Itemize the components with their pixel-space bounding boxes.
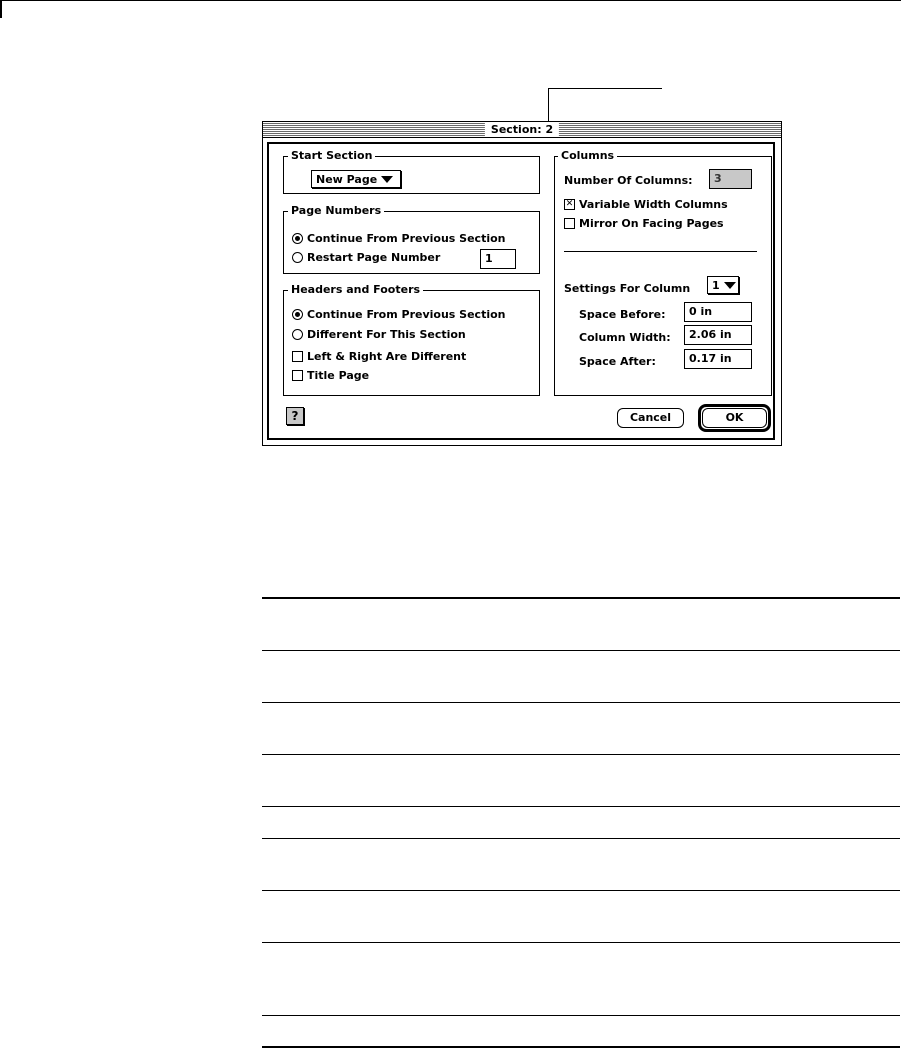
columns-label: Columns [558,149,617,163]
headers-continue-label: Continue From Previous Section [307,308,506,321]
dropdown-arrow-icon [724,282,736,289]
callout-line-horizontal [548,88,662,89]
settings-column-popup[interactable] [707,276,739,294]
title-page-checkbox[interactable] [292,369,369,382]
left-right-different-label: Left & Right Are Different [307,350,467,363]
start-section-value: New Page [316,172,378,186]
table-row-rule [262,890,900,891]
section-dialog [262,121,782,446]
columns-group [554,149,772,396]
table-row-rule [262,838,900,839]
cancel-button[interactable]: Cancel [617,408,684,428]
dialog-titlebar[interactable] [263,122,781,138]
space-after-label: Space After: [579,355,656,368]
mirror-facing-checkbox[interactable] [564,217,724,230]
headers-footers-group [283,283,540,396]
headers-different-label: Different For This Section [307,328,466,341]
ok-button[interactable]: OK [702,408,767,428]
page-top-rule [0,0,901,1]
start-section-group [283,149,540,194]
table-row-rule [262,806,900,807]
space-after-input[interactable]: 0.17 in [684,349,752,369]
headers-continue-radio[interactable] [292,308,506,321]
space-before-input[interactable]: 0 in [684,302,752,322]
help-button[interactable]: ? [286,407,304,425]
title-page-label: Title Page [307,369,370,382]
settings-column-value: 1 [712,278,720,292]
start-section-label: Start Section [288,149,375,163]
number-of-columns-label: Number Of Columns: [564,174,693,187]
page-left-rule [0,0,2,18]
variable-width-checkbox[interactable] [564,198,728,211]
checkbox-unchecked-icon [292,351,303,362]
checkbox-checked-icon: ✕ [565,199,574,209]
start-section-popup[interactable] [311,170,401,188]
page-numbers-restart-label: Restart Page Number [307,251,441,264]
page-numbers-restart-radio[interactable] [292,251,440,264]
table-row-rule [262,942,900,943]
headers-different-radio[interactable] [292,328,466,341]
dialog-frame [267,142,775,440]
headers-footers-label: Headers and Footers [288,283,423,297]
number-of-columns-input[interactable]: 3 [709,169,752,189]
space-before-label: Space Before: [579,308,666,321]
radio-selected-icon [292,233,303,244]
column-width-label: Column Width: [579,331,671,344]
page-numbers-label: Page Numbers [288,204,384,218]
dialog-title: Section: 2 [485,122,559,137]
variable-width-label: Variable Width Columns [579,198,728,211]
mirror-facing-label: Mirror On Facing Pages [579,217,724,230]
settings-for-column-label: Settings For Column [564,282,691,295]
checkbox-unchecked-icon [564,218,575,229]
table-row-rule [262,1015,900,1016]
radio-unselected-icon [292,252,303,263]
checkbox-unchecked-icon [292,370,303,381]
column-width-input[interactable]: 2.06 in [684,325,752,345]
dropdown-arrow-icon [381,176,393,183]
callout-line [548,88,549,122]
left-right-different-checkbox[interactable] [292,350,466,363]
table-row-rule [262,702,900,703]
ok-button-ring [698,404,771,432]
columns-divider [564,251,757,252]
table-row-rule [262,754,900,755]
table-top-rule [262,597,900,599]
page-numbers-continue-label: Continue From Previous Section [307,232,506,245]
radio-selected-icon [292,309,303,320]
page-numbers-group [283,204,540,274]
page-numbers-continue-radio[interactable] [292,232,506,245]
table-row-rule [262,650,900,651]
radio-unselected-icon [292,329,303,340]
restart-page-number-input[interactable]: 1 [480,249,516,269]
